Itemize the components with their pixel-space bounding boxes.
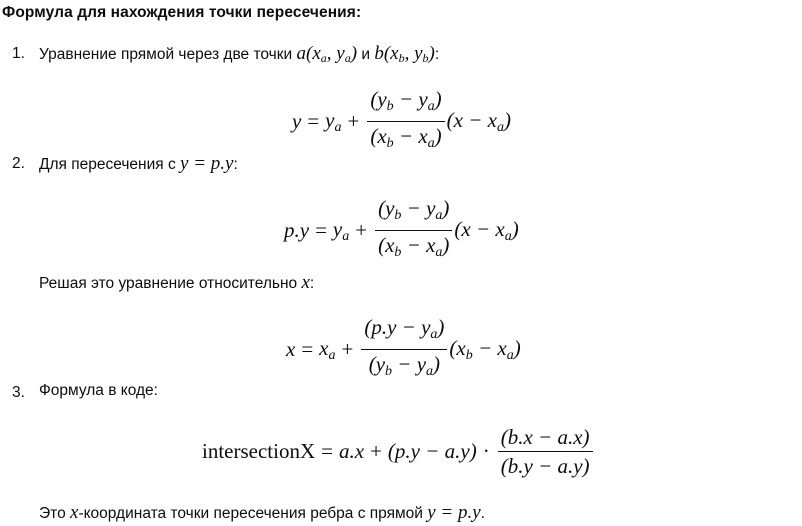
footer-math: y = p.y	[427, 502, 481, 523]
eq3-tail	[449, 336, 520, 364]
point-a: a	[296, 43, 306, 64]
point-b-mid: , y	[404, 43, 423, 64]
eq1-den-sub1: b	[386, 136, 394, 151]
point-b-open: (x	[383, 43, 399, 64]
eq3-tail-sub2: a	[506, 347, 514, 363]
solve-instruction	[39, 272, 314, 294]
point-a-label	[297, 43, 358, 64]
list-number-1: 1.	[12, 45, 25, 62]
eq1-denominator	[367, 122, 444, 157]
eq3-num-close: )	[437, 315, 445, 339]
eq3-x-sub: a	[328, 347, 336, 363]
list-item-1-text	[39, 43, 439, 66]
eq1-equals: =	[307, 109, 320, 133]
eq3-tail-sub1: b	[465, 347, 473, 363]
eq3-num-sub: a	[430, 327, 438, 342]
eq2-num-sub2: a	[435, 208, 443, 223]
eq1-y: y	[325, 107, 335, 132]
eq3-numerator	[361, 314, 447, 350]
point-b-sub1: b	[398, 51, 405, 65]
item-2-colon: :	[233, 156, 238, 173]
eq2-tail-sub: a	[504, 228, 512, 244]
eq3-equals: =	[301, 337, 314, 361]
item-2-lead: Для пересечения с	[39, 156, 181, 173]
eq4-numerator: (b.x − a.x)	[498, 424, 593, 452]
eq3-lhs: x	[286, 337, 296, 361]
item-1-lead: Уравнение прямой через две точки	[39, 46, 297, 63]
eq3-plus: +	[341, 337, 354, 361]
eq3-fraction	[361, 314, 447, 385]
eq4-dot: ·	[482, 439, 490, 463]
eq1-tail	[447, 108, 511, 136]
eq3-den-a: (y	[368, 352, 386, 376]
eq2-numerator	[375, 195, 452, 231]
equation-intersection	[284, 195, 519, 266]
equation-line-through-points	[292, 86, 511, 157]
eq2-plus: +	[355, 218, 368, 242]
eq1-ya	[325, 108, 341, 136]
point-a-sub1: a	[320, 51, 327, 65]
eq1-den-close: )	[434, 124, 442, 148]
eq4-term1: a.x	[338, 439, 365, 463]
eq1-num-sub1: b	[386, 99, 394, 114]
eq2-lhs: p.y	[284, 218, 310, 242]
eq3-xa	[319, 336, 335, 364]
solve-var: x	[301, 272, 310, 293]
eq1-lhs: y	[292, 109, 302, 133]
eq1-den-a: (x	[370, 124, 387, 148]
list-number-2: 2.	[12, 155, 25, 172]
item-2-math: y = p.y	[180, 153, 234, 174]
eq4-equals: =	[321, 439, 333, 463]
solve-colon: :	[309, 275, 315, 292]
eq2-tail-close: )	[511, 216, 519, 241]
eq1-num-close: )	[434, 87, 442, 111]
item-1-conj: и	[357, 46, 375, 63]
eq2-equals: =	[315, 218, 327, 242]
eq3-tail-close: )	[513, 335, 521, 360]
list-number-3: 3.	[12, 384, 25, 401]
point-a-close: )	[350, 43, 358, 64]
eq2-tail	[454, 217, 518, 245]
eq4-fraction	[498, 424, 593, 479]
eq2-ya	[333, 217, 349, 245]
eq1-tail-close: )	[503, 107, 511, 132]
eq4-plus: +	[370, 439, 382, 463]
eq1-tail-sub: a	[496, 119, 504, 135]
eq1-den-mid: − x	[393, 124, 428, 148]
eq1-plus: +	[347, 109, 360, 133]
point-b: b	[374, 43, 384, 64]
item-1-colon: :	[434, 46, 440, 63]
eq2-den-sub1: b	[394, 245, 402, 260]
eq3-den-sub1: b	[385, 364, 393, 379]
eq2-num-mid: − y	[401, 196, 436, 220]
point-a-open: (x	[306, 43, 321, 64]
eq2-num-close: )	[442, 196, 450, 220]
point-a-mid: , y	[326, 43, 345, 64]
eq1-num-sub2: a	[427, 99, 435, 114]
eq1-num-a: (y	[370, 87, 387, 111]
eq2-tail-a: (x − x	[454, 216, 505, 241]
equation-code-formula	[202, 424, 595, 479]
footer-var: x	[70, 502, 79, 523]
footer-end: .	[480, 505, 485, 522]
eq3-tail-a: (x	[449, 335, 466, 360]
footer-note	[39, 502, 485, 524]
eq4-denominator: (b.y − a.y)	[500, 454, 590, 478]
eq2-num-a: (y	[378, 196, 395, 220]
eq1-numerator	[367, 86, 444, 122]
eq2-fraction	[375, 195, 452, 266]
eq3-den-mid: − y	[392, 352, 427, 376]
list-item-3-text: Формула в коде:	[39, 382, 158, 399]
footer-middle: -координата точки пересечения ребра с прямой	[78, 505, 428, 522]
eq3-tail-mid: − x	[472, 335, 507, 360]
eq3-x: x	[319, 335, 329, 360]
eq1-y-sub: a	[334, 119, 342, 135]
eq3-num-a: (p.y − y	[364, 315, 431, 339]
point-a-sub2: a	[344, 51, 351, 65]
eq4-term2: (p.y − a.y)	[387, 439, 477, 463]
eq2-denominator	[375, 231, 452, 266]
eq1-tail-a: (x − x	[446, 107, 497, 132]
point-b-sub2: b	[422, 51, 429, 65]
eq2-y-sub: a	[342, 228, 350, 244]
eq2-den-mid: − x	[401, 233, 436, 257]
equation-solved-x	[286, 314, 521, 385]
eq3-den-sub2: a	[426, 364, 434, 379]
solve-lead: Решая это уравнение относительно	[39, 275, 302, 292]
list-item-2-text	[39, 153, 238, 175]
eq2-y: y	[332, 216, 343, 241]
eq2-den-a: (x	[378, 233, 395, 257]
eq1-num-mid: − y	[393, 87, 428, 111]
eq1-den-sub2: a	[427, 136, 435, 151]
eq3-den-close: )	[433, 352, 441, 376]
point-b-close: )	[428, 43, 435, 64]
eq2-den-close: )	[442, 233, 450, 257]
eq3-denominator	[366, 350, 443, 385]
eq4-lhs: intersectionX	[202, 439, 316, 463]
footer-lead: Это	[39, 505, 70, 522]
eq2-den-sub2: a	[435, 245, 443, 260]
eq1-fraction	[367, 86, 444, 157]
eq2-num-sub1: b	[394, 208, 402, 223]
point-b-label	[374, 43, 435, 64]
page-heading: Формула для нахождения точки пересечения:	[2, 4, 362, 21]
